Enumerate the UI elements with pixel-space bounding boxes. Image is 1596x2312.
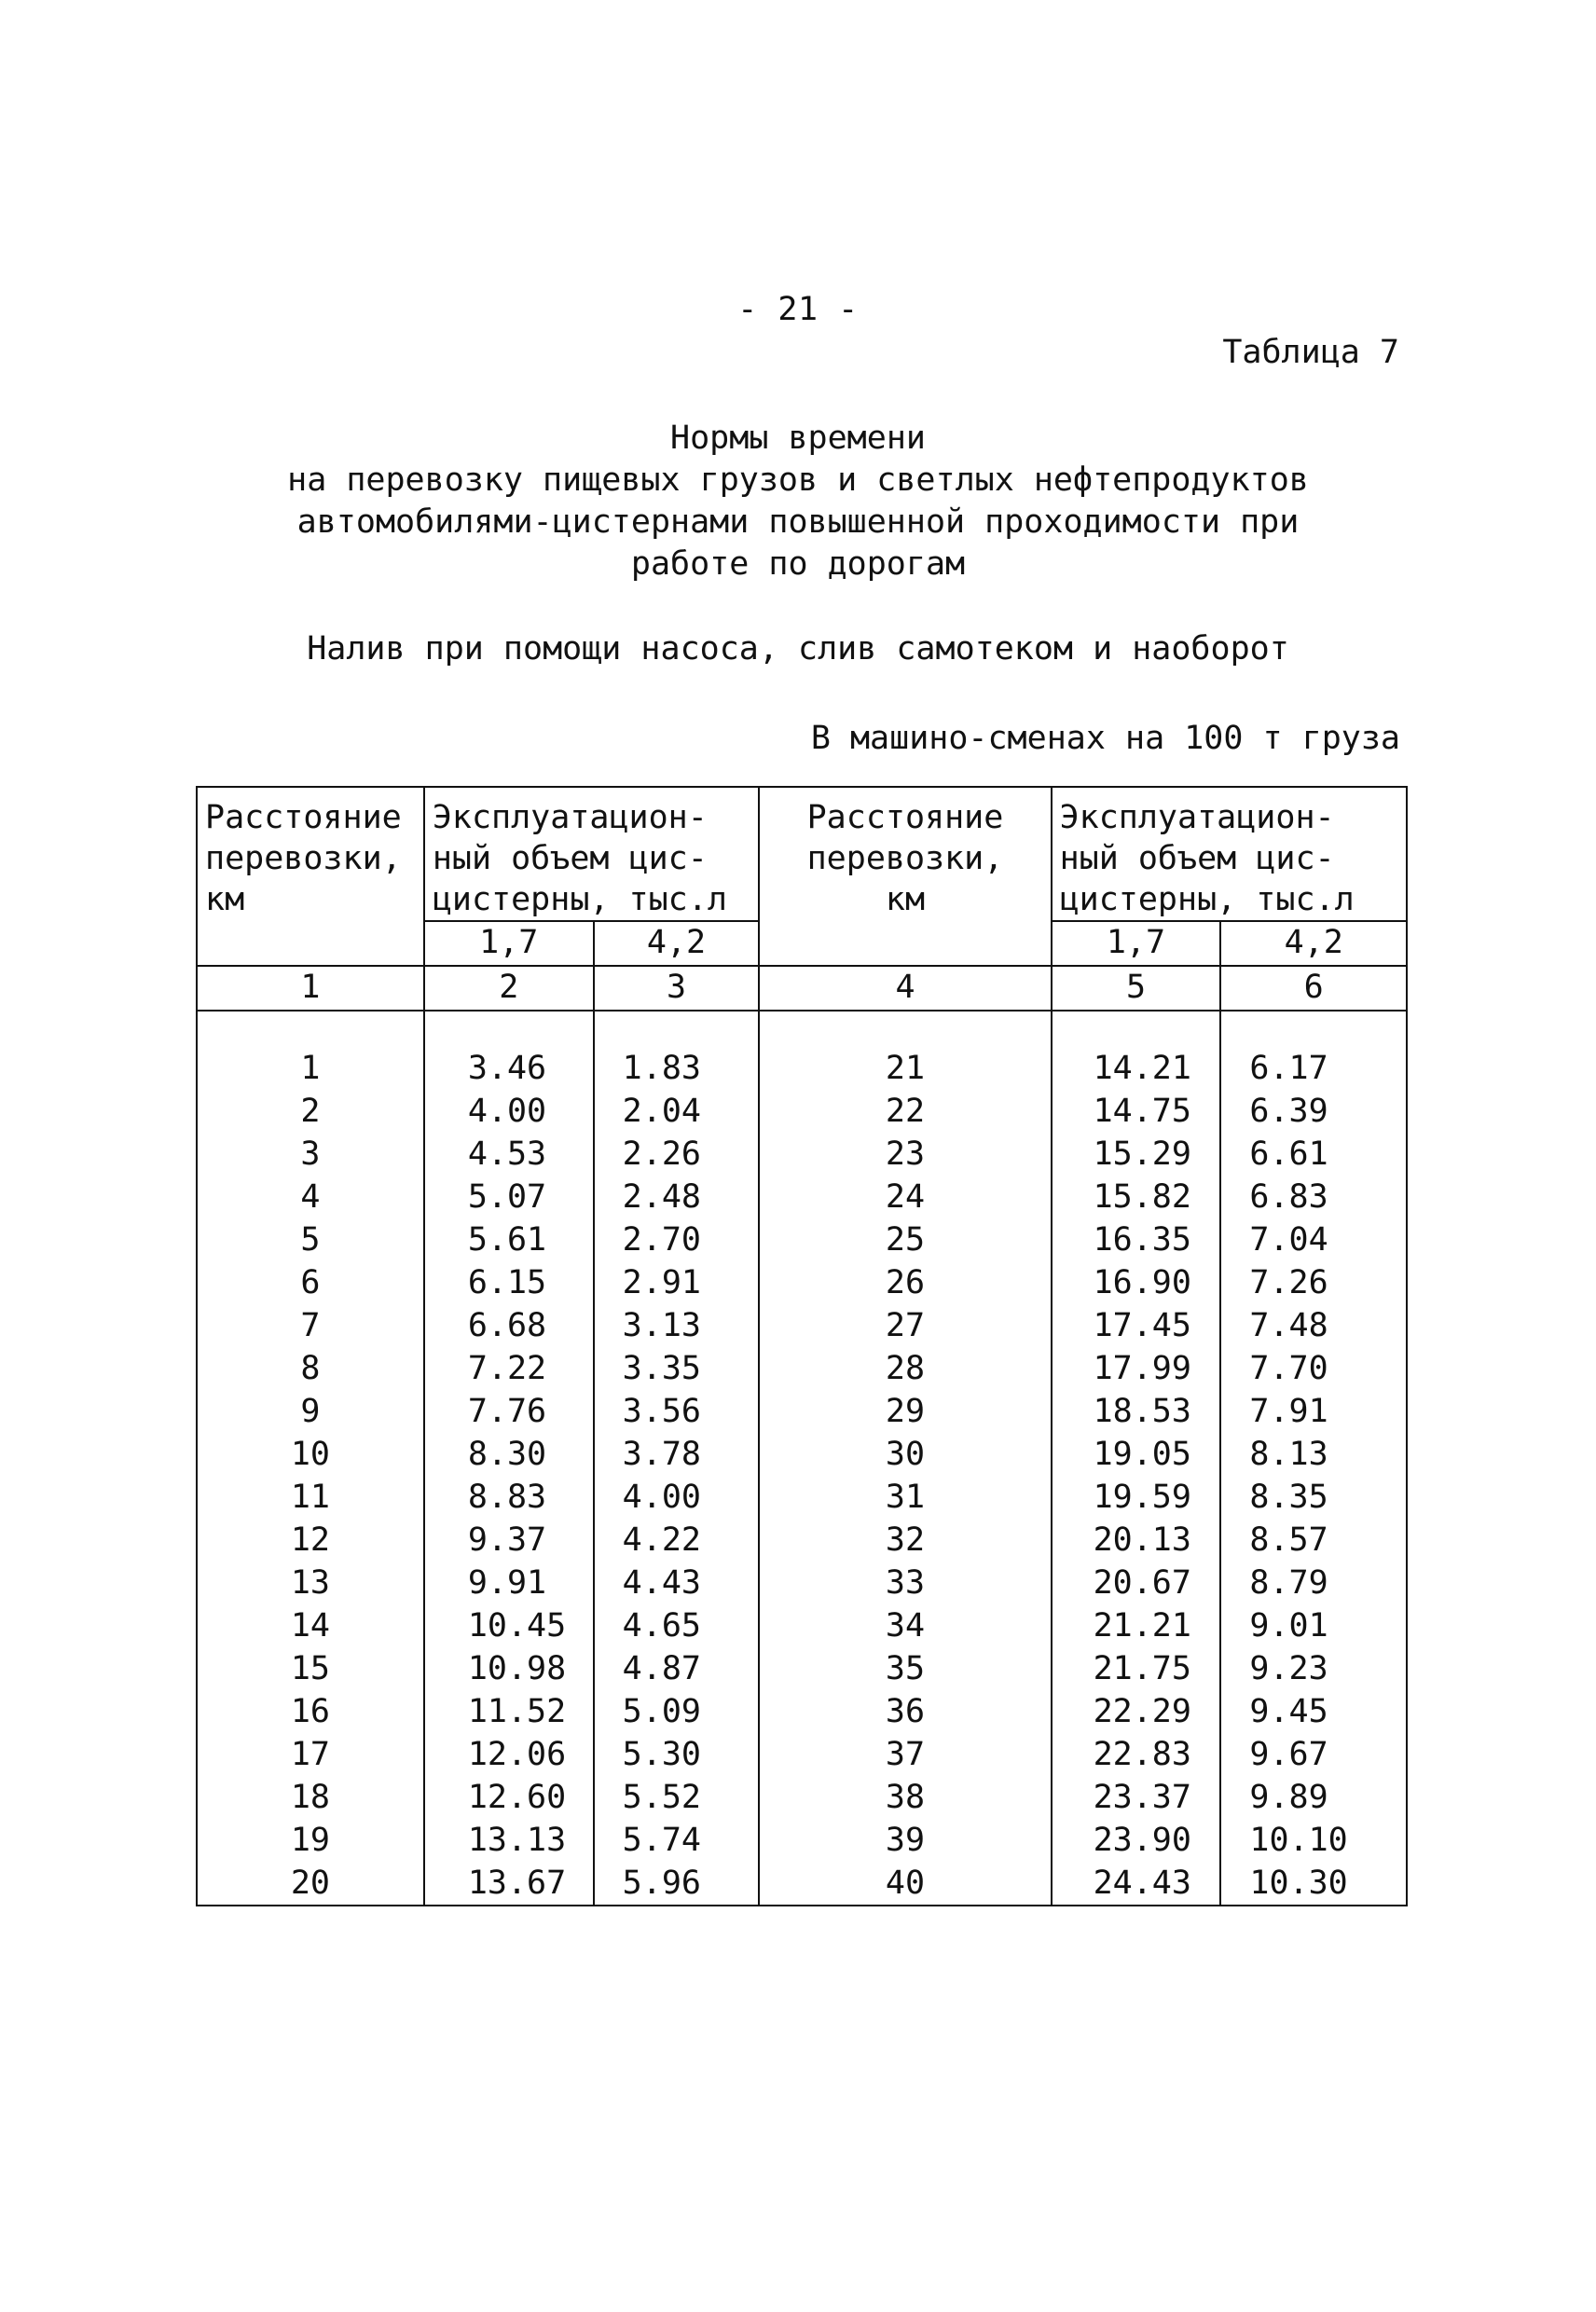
header-distance-right <box>759 787 1051 966</box>
distance-km-cell: 25 <box>759 1218 1051 1261</box>
title-line: работе по дорогам <box>630 545 966 583</box>
norm-1-7-cell: 9.91 <box>424 1562 594 1604</box>
norm-1-7-cell: 23.90 <box>1052 1819 1221 1862</box>
norm-1-7-cell: 23.37 <box>1052 1776 1221 1819</box>
norm-1-7-cell: 22.29 <box>1052 1690 1221 1733</box>
norm-4-2-cell: 3.35 <box>594 1347 760 1390</box>
table-row <box>197 1176 1407 1218</box>
header-text: Эксплуатацион- <box>432 799 708 836</box>
header-text: Расстояние <box>205 799 402 836</box>
distance-km-cell: 2 <box>197 1090 424 1133</box>
distance-km-cell: 14 <box>197 1604 424 1647</box>
table-row <box>197 1562 1407 1604</box>
column-number: 1 <box>197 966 424 1011</box>
norm-4-2-cell: 2.48 <box>594 1176 760 1218</box>
norm-1-7-cell: 16.90 <box>1052 1261 1221 1304</box>
distance-km-cell: 21 <box>759 1047 1051 1090</box>
norm-1-7-cell: 11.52 <box>424 1690 594 1733</box>
norm-4-2-cell: 6.39 <box>1220 1090 1407 1133</box>
header-text: км <box>885 881 926 918</box>
distance-km-cell: 24 <box>759 1176 1051 1218</box>
norm-4-2-cell: 4.22 <box>594 1519 760 1562</box>
table-row <box>197 1647 1407 1690</box>
norm-4-2-cell: 3.78 <box>594 1433 760 1476</box>
distance-km-cell: 7 <box>197 1304 424 1347</box>
norm-4-2-cell: 4.87 <box>594 1647 760 1690</box>
table-subtitle: Налив при помощи насоса, слив самотеком и наоборот <box>307 630 1289 667</box>
norm-1-7-cell: 19.59 <box>1052 1476 1221 1519</box>
distance-km-cell: 39 <box>759 1819 1051 1862</box>
norm-1-7-cell: 12.06 <box>424 1733 594 1776</box>
distance-km-cell: 13 <box>197 1562 424 1604</box>
column-number: 2 <box>424 966 594 1011</box>
distance-km-cell: 37 <box>759 1733 1051 1776</box>
table-title <box>0 418 1596 585</box>
distance-km-cell: 11 <box>197 1476 424 1519</box>
distance-km-cell: 38 <box>759 1776 1051 1819</box>
norm-4-2-cell: 9.45 <box>1220 1690 1407 1733</box>
norm-4-2-cell: 7.04 <box>1220 1218 1407 1261</box>
header-text: цистерны, тыс.л <box>1059 881 1355 918</box>
distance-km-cell: 16 <box>197 1690 424 1733</box>
norm-4-2-cell: 6.17 <box>1220 1047 1407 1090</box>
title-line: автомобилями-цистернами повышенной проходимости при <box>296 503 1300 541</box>
units-note: В машино-сменах на 100 т груза <box>810 720 1400 757</box>
table-row <box>197 1476 1407 1519</box>
norm-4-2-cell: 9.01 <box>1220 1604 1407 1647</box>
norm-1-7-cell: 15.82 <box>1052 1176 1221 1218</box>
norm-1-7-cell: 5.07 <box>424 1176 594 1218</box>
norm-1-7-cell: 21.21 <box>1052 1604 1221 1647</box>
norm-1-7-cell: 18.53 <box>1052 1390 1221 1433</box>
distance-km-cell: 19 <box>197 1819 424 1862</box>
norm-1-7-cell: 12.60 <box>424 1776 594 1819</box>
distance-km-cell: 12 <box>197 1519 424 1562</box>
norm-1-7-cell: 17.99 <box>1052 1347 1221 1390</box>
spacer-row <box>197 1011 1407 1047</box>
distance-km-cell: 28 <box>759 1347 1051 1390</box>
column-number-row <box>197 966 1407 1011</box>
table-label: Таблица 7 <box>1222 334 1399 371</box>
distance-km-cell: 27 <box>759 1304 1051 1347</box>
header-text: ный объем цис- <box>1059 840 1335 877</box>
table-row <box>197 1133 1407 1176</box>
title-line: Нормы времени <box>670 420 926 457</box>
column-number: 5 <box>1052 966 1221 1011</box>
norms-table <box>196 786 1408 1906</box>
norm-4-2-cell: 2.70 <box>594 1218 760 1261</box>
norm-1-7-cell: 15.29 <box>1052 1133 1221 1176</box>
norm-1-7-cell: 8.30 <box>424 1433 594 1476</box>
distance-km-cell: 9 <box>197 1390 424 1433</box>
column-number: 4 <box>759 966 1051 1011</box>
norm-4-2-cell: 7.70 <box>1220 1347 1407 1390</box>
table-row <box>197 1047 1407 1090</box>
table-row <box>197 1819 1407 1862</box>
table-row <box>197 1347 1407 1390</box>
norm-4-2-cell: 10.30 <box>1220 1862 1407 1906</box>
norm-4-2-cell: 9.89 <box>1220 1776 1407 1819</box>
distance-km-cell: 5 <box>197 1218 424 1261</box>
norm-4-2-cell: 3.13 <box>594 1304 760 1347</box>
distance-km-cell: 18 <box>197 1776 424 1819</box>
volume-4-2-left: 4,2 <box>594 921 760 966</box>
table-row <box>197 1690 1407 1733</box>
distance-km-cell: 32 <box>759 1519 1051 1562</box>
norm-1-7-cell: 4.00 <box>424 1090 594 1133</box>
norm-1-7-cell: 14.75 <box>1052 1090 1221 1133</box>
distance-km-cell: 34 <box>759 1604 1051 1647</box>
header-text: перевозки, <box>205 840 402 877</box>
norm-4-2-cell: 5.96 <box>594 1862 760 1906</box>
distance-km-cell: 22 <box>759 1090 1051 1133</box>
header-text: ный объем цис- <box>432 840 708 877</box>
norm-1-7-cell: 13.13 <box>424 1819 594 1862</box>
distance-km-cell: 23 <box>759 1133 1051 1176</box>
header-text: перевозки, <box>806 840 1004 877</box>
title-line: на перевозку пищевых грузов и светлых нефтепродуктов <box>287 461 1309 499</box>
norm-4-2-cell: 4.65 <box>594 1604 760 1647</box>
norm-1-7-cell: 17.45 <box>1052 1304 1221 1347</box>
distance-km-cell: 35 <box>759 1647 1051 1690</box>
norm-4-2-cell: 5.52 <box>594 1776 760 1819</box>
distance-km-cell: 8 <box>197 1347 424 1390</box>
distance-km-cell: 33 <box>759 1562 1051 1604</box>
distance-km-cell: 31 <box>759 1476 1051 1519</box>
norm-1-7-cell: 10.45 <box>424 1604 594 1647</box>
norm-1-7-cell: 22.83 <box>1052 1733 1221 1776</box>
distance-km-cell: 26 <box>759 1261 1051 1304</box>
header-text: Эксплуатацион- <box>1059 799 1335 836</box>
header-text: цистерны, тыс.л <box>432 881 727 918</box>
distance-km-cell: 30 <box>759 1433 1051 1476</box>
norm-4-2-cell: 2.91 <box>594 1261 760 1304</box>
norm-1-7-cell: 20.13 <box>1052 1519 1221 1562</box>
distance-km-cell: 29 <box>759 1390 1051 1433</box>
norm-1-7-cell: 8.83 <box>424 1476 594 1519</box>
table-row <box>197 1218 1407 1261</box>
norm-4-2-cell: 1.83 <box>594 1047 760 1090</box>
norm-4-2-cell: 6.61 <box>1220 1133 1407 1176</box>
norm-1-7-cell: 10.98 <box>424 1647 594 1690</box>
table-row <box>197 1604 1407 1647</box>
norm-4-2-cell: 9.67 <box>1220 1733 1407 1776</box>
norm-1-7-cell: 7.76 <box>424 1390 594 1433</box>
distance-km-cell: 1 <box>197 1047 424 1090</box>
norm-4-2-cell: 7.91 <box>1220 1390 1407 1433</box>
table-row <box>197 1776 1407 1819</box>
distance-km-cell: 6 <box>197 1261 424 1304</box>
norm-4-2-cell: 8.79 <box>1220 1562 1407 1604</box>
norm-4-2-cell: 8.35 <box>1220 1476 1407 1519</box>
volume-1-7-left: 1,7 <box>424 921 594 966</box>
norm-4-2-cell: 5.09 <box>594 1690 760 1733</box>
table-row <box>197 1519 1407 1562</box>
norm-4-2-cell: 7.26 <box>1220 1261 1407 1304</box>
page-number: - 21 - <box>737 291 859 328</box>
distance-km-cell: 10 <box>197 1433 424 1476</box>
norm-4-2-cell: 10.10 <box>1220 1819 1407 1862</box>
norm-1-7-cell: 6.68 <box>424 1304 594 1347</box>
norm-4-2-cell: 8.57 <box>1220 1519 1407 1562</box>
distance-km-cell: 4 <box>197 1176 424 1218</box>
norm-1-7-cell: 16.35 <box>1052 1218 1221 1261</box>
distance-km-cell: 17 <box>197 1733 424 1776</box>
header-text: км <box>205 881 245 918</box>
norm-1-7-cell: 4.53 <box>424 1133 594 1176</box>
table-row <box>197 1261 1407 1304</box>
column-number: 6 <box>1220 966 1407 1011</box>
volume-4-2-right: 4,2 <box>1220 921 1407 966</box>
distance-km-cell: 40 <box>759 1862 1051 1906</box>
norm-4-2-cell: 8.13 <box>1220 1433 1407 1476</box>
header-volume-left <box>424 787 760 921</box>
distance-km-cell: 20 <box>197 1862 424 1906</box>
column-number: 3 <box>594 966 760 1011</box>
header-text: Расстояние <box>806 799 1004 836</box>
distance-km-cell: 36 <box>759 1690 1051 1733</box>
table-row <box>197 1433 1407 1476</box>
norm-1-7-cell: 6.15 <box>424 1261 594 1304</box>
table-row <box>197 1733 1407 1776</box>
norm-4-2-cell: 6.83 <box>1220 1176 1407 1218</box>
distance-km-cell: 15 <box>197 1647 424 1690</box>
norm-4-2-cell: 7.48 <box>1220 1304 1407 1347</box>
norm-1-7-cell: 21.75 <box>1052 1647 1221 1690</box>
header-volume-right <box>1052 787 1407 921</box>
norm-4-2-cell: 2.26 <box>594 1133 760 1176</box>
norm-1-7-cell: 20.67 <box>1052 1562 1221 1604</box>
table-row <box>197 1390 1407 1433</box>
table-row <box>197 1862 1407 1906</box>
table-row <box>197 1304 1407 1347</box>
norm-4-2-cell: 4.00 <box>594 1476 760 1519</box>
volume-1-7-right: 1,7 <box>1052 921 1221 966</box>
header-row <box>197 787 1407 921</box>
norm-1-7-cell: 24.43 <box>1052 1862 1221 1906</box>
norm-4-2-cell: 4.43 <box>594 1562 760 1604</box>
norm-1-7-cell: 9.37 <box>424 1519 594 1562</box>
norm-4-2-cell: 2.04 <box>594 1090 760 1133</box>
norm-4-2-cell: 5.30 <box>594 1733 760 1776</box>
norm-1-7-cell: 5.61 <box>424 1218 594 1261</box>
norm-1-7-cell: 14.21 <box>1052 1047 1221 1090</box>
header-distance-left <box>197 787 424 966</box>
norm-1-7-cell: 13.67 <box>424 1862 594 1906</box>
norm-4-2-cell: 3.56 <box>594 1390 760 1433</box>
distance-km-cell: 3 <box>197 1133 424 1176</box>
norm-1-7-cell: 7.22 <box>424 1347 594 1390</box>
table-row <box>197 1090 1407 1133</box>
norm-4-2-cell: 5.74 <box>594 1819 760 1862</box>
norm-4-2-cell: 9.23 <box>1220 1647 1407 1690</box>
norm-1-7-cell: 19.05 <box>1052 1433 1221 1476</box>
norm-1-7-cell: 3.46 <box>424 1047 594 1090</box>
